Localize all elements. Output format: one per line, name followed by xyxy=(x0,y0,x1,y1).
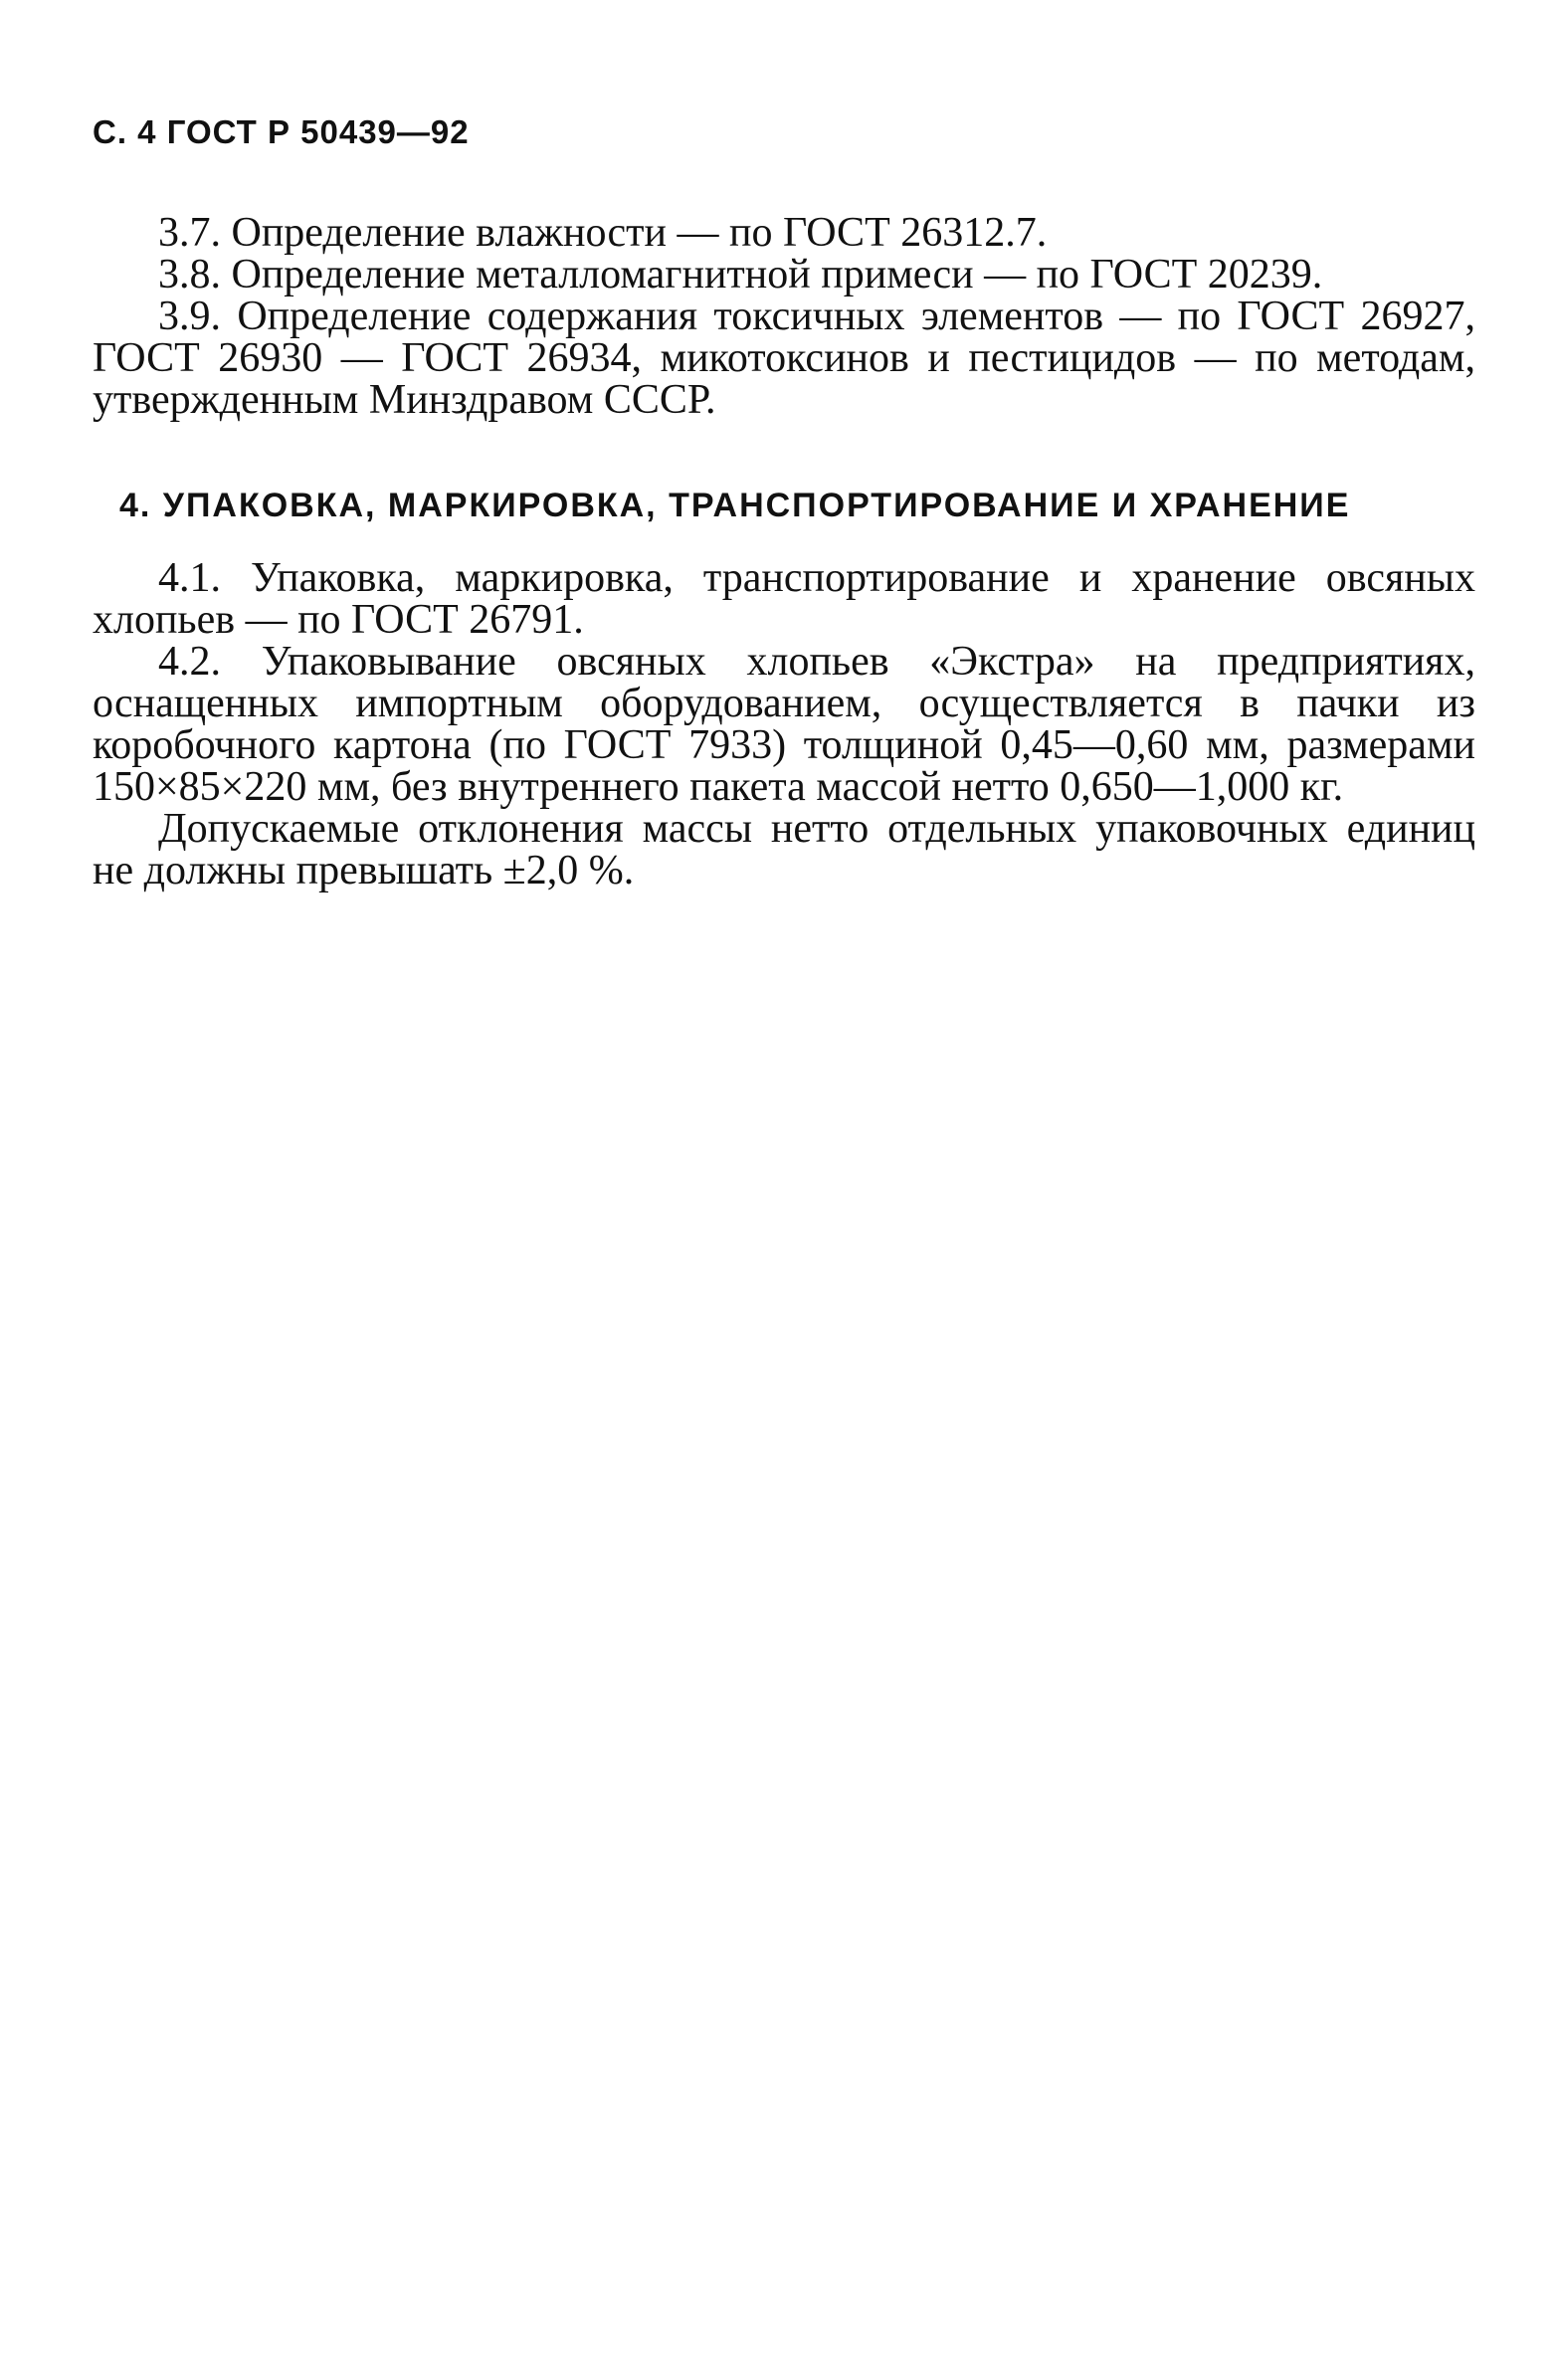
running-header: С. 4 ГОСТ Р 50439—92 xyxy=(93,113,470,150)
paragraph-3-7: 3.7. Определение влажности — по ГОСТ 26312.7. xyxy=(158,210,1048,256)
paragraph-4-2: 4.2. Упаковывание овсяных хлопьев «Экстра» на предприятиях, оснащенных импортным оборудованием, осуществляется в пачки из коробочного картона (по ГОСТ 7933) толщиной 0,45—0,60 мм, размерами 150×85×220 мм, без внутреннего пакета массой нетто 0,650—1,000 кг. xyxy=(93,639,1475,810)
paragraph-3-9: 3.9. Определение содержания токсичных элементов — по ГОСТ 26927, ГОСТ 26930 — ГОСТ 26934, микотоксинов и пестицидов — по методам, утвержденным Минздравом СССР. xyxy=(93,294,1475,423)
paragraph-4-2-tolerance: Допускаемые отклонения массы нетто отдельных упаковочных единиц не должны превышать ±2,0 %. xyxy=(93,806,1475,893)
section-3-block xyxy=(93,212,1475,421)
paragraph-4-1: 4.1. Упаковка, маркировка, транспортирование и хранение овсяных хлопьев — по ГОСТ 26791. xyxy=(93,555,1475,643)
section-4-block xyxy=(93,557,1475,892)
section-4-heading: 4. УПАКОВКА, МАРКИРОВКА, ТРАНСПОРТИРОВАНИЕ И ХРАНЕНИЕ xyxy=(119,487,1351,524)
paragraph-3-8: 3.8. Определение металломагнитной примеси — по ГОСТ 20239. xyxy=(158,252,1323,298)
